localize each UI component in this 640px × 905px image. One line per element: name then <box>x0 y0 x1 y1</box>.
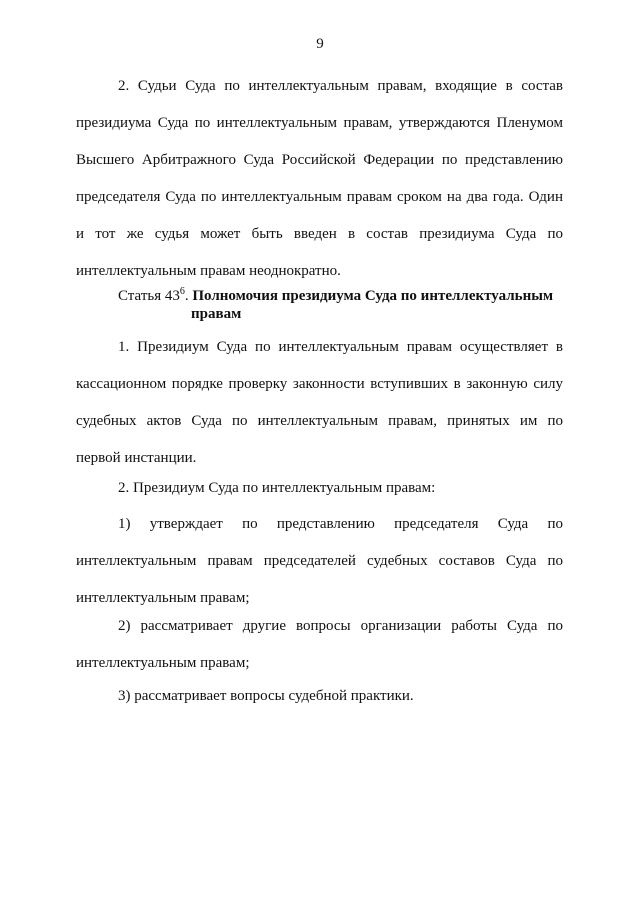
text-line: судебных актов Суда по интеллектуальным правам, принятых им по <box>76 413 563 429</box>
text-line: 2. Президиум Суда по интеллектуальным правам: <box>118 480 436 496</box>
text-line: 1. Президиум Суда по интеллектуальным правам осуществляет в <box>118 339 563 355</box>
list-item-1 <box>76 513 563 624</box>
text-line: 2. Судьи Суда по интеллектуальным правам, входящие в состав <box>118 78 563 94</box>
text-line: 2) рассматривает другие вопросы организации работы Суда по <box>118 618 563 634</box>
text-line: 3) рассматривает вопросы судебной практики. <box>118 688 414 704</box>
text-line: первой инстанции. <box>76 450 197 466</box>
text-line: 1) утверждает по представлению председателя Суда по <box>118 516 563 532</box>
article-heading <box>118 287 578 323</box>
text-line: и тот же судья может быть введен в состав президиума Суда по <box>76 226 563 242</box>
text-line: председателя Суда по интеллектуальным правам сроком на два года. Один <box>76 189 563 205</box>
text-line: интеллектуальным правам; <box>76 655 250 671</box>
text-line: интеллектуальным правам неоднократно. <box>76 263 341 279</box>
article-superscript: 6 <box>179 286 185 297</box>
article-paragraph-1 <box>76 336 563 484</box>
paragraph-2 <box>76 75 563 297</box>
article-number-dot: . <box>184 288 189 304</box>
article-title-line-2: правам <box>191 306 242 322</box>
text-line: Высшего Арбитражного Суда Российской Федерации по представлению <box>76 152 563 168</box>
text-line: кассационном порядке проверку законности вступивших в законную силу <box>76 376 563 392</box>
page-number: 9 <box>316 36 324 52</box>
text-line: интеллектуальным правам; <box>76 590 250 606</box>
list-item-2 <box>76 615 563 689</box>
article-title-line-1: Полномочия президиума Суда по интеллектуальным <box>192 288 554 304</box>
text-line: президиума Суда по интеллектуальным правам, утверждаются Пленумом <box>76 115 563 131</box>
article-paragraph-2 <box>76 477 563 514</box>
text-line: интеллектуальным правам председателей судебных составов Суда по <box>76 553 563 569</box>
article-number: Статья 43 <box>118 288 180 304</box>
list-item-3 <box>76 685 563 722</box>
